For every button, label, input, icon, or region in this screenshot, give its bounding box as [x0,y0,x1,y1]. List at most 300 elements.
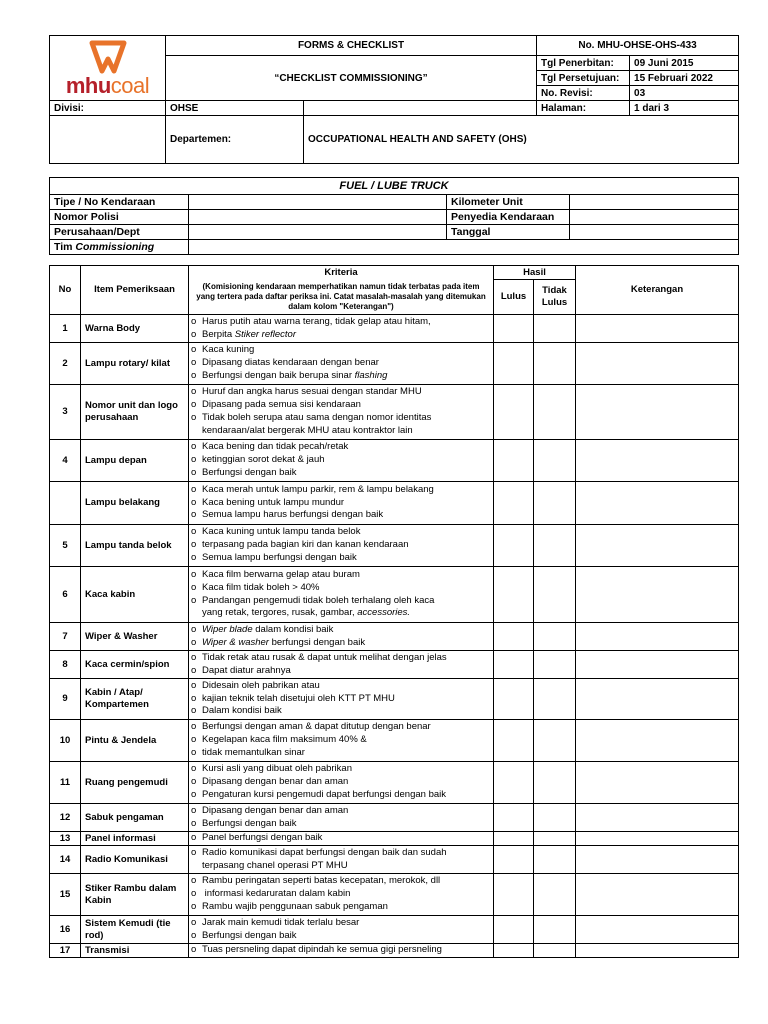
lulus-cell[interactable] [494,832,534,846]
item-name: Lampu tanda belok [81,525,189,567]
lulus-cell[interactable] [494,482,534,525]
col-lulus-header: Lulus [494,280,534,315]
bullet: o [191,664,197,676]
criteria-text: Berfungsi dengan baik berupa sinar [202,369,355,381]
criteria-text: terpasang chanel operasi PT MHU [202,859,348,871]
keterangan-cell[interactable] [576,679,739,720]
tidak-lulus-cell[interactable] [534,720,576,762]
row-number: 2 [50,343,81,385]
criteria-line [191,595,491,608]
keterangan-cell[interactable] [576,874,739,916]
keterangan-cell[interactable] [576,651,739,679]
lulus-cell[interactable] [494,804,534,832]
info-field[interactable] [189,225,447,240]
criteria-line [191,484,491,497]
bullet: o [191,875,197,887]
divisi-value: OHSE [166,101,304,116]
table-row [50,762,739,804]
meta-value: 09 Juni 2015 [630,56,739,71]
criteria-line [191,901,491,914]
info-field[interactable] [570,195,739,210]
info-field[interactable] [570,225,739,240]
criteria-text: Huruf dan angka harus sesuai dengan standar MHU [202,386,422,398]
tidak-lulus-cell[interactable] [534,623,576,651]
logo-wordmark: mhucoal [65,73,150,98]
info-field[interactable] [189,240,739,255]
bullet: o [191,817,197,829]
row-number: 7 [50,623,81,651]
keterangan-cell[interactable] [576,525,739,567]
info-field[interactable] [189,210,447,225]
info-label: Tanggal [447,225,570,240]
criteria-line [191,441,491,454]
tidak-lulus-cell[interactable] [534,804,576,832]
criteria-line [191,624,491,637]
meta-value: 1 dari 3 [630,101,739,116]
tidak-lulus-cell[interactable] [534,679,576,720]
table-row [50,679,739,720]
bullet: o [191,916,197,928]
criteria-line [191,582,491,595]
criteria-italic: Stiker reflector [234,328,296,340]
item-name: Kaca cermin/spion [81,651,189,679]
bullet: o [191,344,197,356]
bullet: o [191,929,197,941]
criteria-line [191,818,491,831]
row-number: 10 [50,720,81,762]
col-hasil-header: Hasil [494,266,576,280]
criteria-list [189,482,494,525]
forms-title: FORMS & CHECKLIST [166,36,537,56]
row-number: 5 [50,525,81,567]
row-number: 9 [50,679,81,720]
checklist-table [49,265,739,958]
criteria-text: Berfungsi dengan baik [202,466,297,478]
col-kriteria-header: Kriteria [189,266,494,280]
criteria-text: Kaca film tidak boleh > 40% [202,581,320,593]
keterangan-cell[interactable] [576,482,739,525]
document-header [49,35,739,164]
criteria-text: Tidak boleh serupa atau sama dengan nomor identitas [202,412,432,423]
criteria-line [191,467,491,480]
criteria-list [189,315,494,343]
criteria-text: Dipasang dengan benar dan aman [202,776,349,788]
item-name: Lampu depan [81,440,189,482]
lulus-cell[interactable] [494,679,534,720]
tidak-lulus-cell[interactable] [534,440,576,482]
bullet: o [191,441,197,453]
criteria-text: Radio komunikasi dapat berfungsi dengan baik dan sudah [202,846,447,858]
criteria-text: terpasang pada bagian kiri dan kanan kendaraan [202,539,409,551]
criteria-line [191,329,491,342]
criteria-line [191,832,491,845]
row-number: 15 [50,874,81,916]
criteria-text: Rambu wajib penggunaan sabuk pengaman [202,900,388,912]
criteria-text: Kegelapan kaca film maksimum 40% & [202,734,367,746]
bullet: o [191,551,197,563]
criteria-italic: Wiper blade [202,623,253,635]
header-blank [304,101,537,116]
tidak-lulus-cell[interactable] [534,874,576,916]
keterangan-cell[interactable] [576,440,739,482]
criteria-list [189,385,494,440]
criteria-text: Kaca bening dan tidak pecah/retak [202,441,349,453]
row-number: 6 [50,567,81,623]
criteria-line [191,552,491,565]
criteria-list [189,525,494,567]
section-title: FUEL / LUBE TRUCK [50,178,739,195]
criteria-text: Kaca film berwarna gelap atau buram [202,568,360,580]
tidak-lulus-cell[interactable] [534,832,576,846]
tidak-lulus-cell[interactable] [534,916,576,944]
document-number: No. MHU-OHSE-OHS-433 [537,36,739,56]
info-label: Tipe / No Kendaraan [50,195,189,210]
bullet: o [191,692,197,704]
bullet: o [191,328,197,340]
keterangan-cell[interactable] [576,720,739,762]
item-name: Kabin / Atap/ Kompartemen [81,679,189,720]
criteria-line [191,805,491,818]
criteria-line [191,357,491,370]
keterangan-cell[interactable] [576,804,739,832]
criteria-italic: flashing [354,369,388,381]
criteria-line [191,860,491,873]
bullet: o [191,581,197,593]
table-row [50,482,739,525]
criteria-list [189,874,494,916]
bullet: o [191,399,197,411]
tidak-lulus-cell[interactable] [534,846,576,874]
criteria-list [189,567,494,623]
table-row [50,916,739,944]
criteria-line [191,665,491,678]
criteria-text: Kaca bening untuk lampu mundur [202,496,345,508]
bullet: o [191,679,197,691]
criteria-text: Kaca merah untuk lampu parkir, rem & lampu belakang [202,483,434,495]
col-keterangan-header: Keterangan [576,266,739,315]
criteria-line [191,763,491,776]
info-label: Nomor Polisi [50,210,189,225]
criteria-text: Didesain oleh pabrikan atau [202,679,320,691]
bullet: o [191,746,197,758]
info-label: Tim Commissioning [50,240,189,255]
criteria-line [191,316,491,329]
col-tidak-lulus-header: Tidak Lulus [534,280,576,315]
bullet: o [191,776,197,788]
lulus-cell[interactable] [494,623,534,651]
criteria-text: berfungsi dengan baik [268,636,366,648]
bullet: o [191,804,197,816]
bullet: o [191,496,197,508]
bullet: o [191,386,197,398]
criteria-line [191,497,491,510]
keterangan-cell[interactable] [576,762,739,804]
criteria-text: Tidak retak atau rusak & dapat untuk melihat dengan jelas [202,651,447,663]
row-number: 3 [50,385,81,440]
criteria-text: Kursi asli yang dibuat oleh pabrikan [202,763,352,775]
criteria-text: Semua lampu berfungsi dengan baik [202,551,357,563]
criteria-list [189,651,494,679]
criteria-text: Dipasang diatas kendaraan dengan benar [202,357,379,369]
tidak-lulus-cell[interactable] [534,567,576,623]
keterangan-cell[interactable] [576,832,739,846]
criteria-text: Berfungsi dengan baik [202,929,297,941]
departemen-label: Departemen: [166,116,304,164]
item-name: Radio Komunikasi [81,846,189,874]
row-number: 17 [50,944,81,958]
criteria-text: Tuas persneling dapat dipindah ke semua gigi persneling [202,944,442,956]
info-label: Perusahaan/Dept [50,225,189,240]
criteria-line [191,652,491,665]
criteria-list [189,623,494,651]
criteria-text: Berpita [202,328,235,340]
keterangan-cell[interactable] [576,846,739,874]
criteria-line [191,425,491,438]
bullet: o [191,466,197,478]
criteria-line [191,569,491,582]
bullet: o [191,357,197,369]
criteria-text: Rambu peringatan seperti batas kecepatan, merokok, dll [202,875,441,887]
keterangan-cell[interactable] [576,315,739,343]
tidak-lulus-cell[interactable] [534,525,576,567]
item-name: Stiker Rambu dalam Kabin [81,874,189,916]
meta-label: Tgl Penerbitan: [537,56,630,71]
criteria-text: Semua lampu harus berfungsi dengan baik [202,509,384,521]
bullet: o [191,763,197,775]
row-number: 12 [50,804,81,832]
info-field[interactable] [570,210,739,225]
row-number: 16 [50,916,81,944]
criteria-italic: accessories. [357,607,411,619]
lulus-cell[interactable] [494,944,534,958]
keterangan-cell[interactable] [576,944,739,958]
tidak-lulus-cell[interactable] [534,944,576,958]
row-number: 14 [50,846,81,874]
bullet: o [191,900,197,912]
bullet: o [191,509,197,521]
criteria-line [191,526,491,539]
criteria-text: Dipasang pada semua sisi kendaraan [202,399,361,411]
criteria-line [191,776,491,789]
row-number: 13 [50,832,81,846]
table-row [50,315,739,343]
tidak-lulus-cell[interactable] [534,482,576,525]
criteria-text: Pandangan pengemudi tidak boleh terhalang oleh kaca [202,594,435,606]
table-row [50,525,739,567]
bullet: o [191,483,197,495]
criteria-text: Dalam kondisi baik [202,705,282,717]
bullet: o [191,369,197,381]
criteria-list [189,832,494,846]
table-row [50,944,739,958]
lulus-cell[interactable] [494,440,534,482]
criteria-line [191,386,491,399]
document-title: “CHECKLIST COMMISSIONING” [166,56,537,101]
lulus-cell[interactable] [494,385,534,440]
keterangan-cell[interactable] [576,916,739,944]
info-field[interactable] [189,195,447,210]
lulus-cell[interactable] [494,846,534,874]
lulus-cell[interactable] [494,874,534,916]
info-label: Kilometer Unit [447,195,570,210]
divisi-label: Divisi: [50,101,166,116]
bullet: o [191,705,197,717]
item-name: Pintu & Jendela [81,720,189,762]
criteria-list [189,343,494,385]
info-label: Penyedia Kendaraan [447,210,570,225]
criteria-list [189,804,494,832]
item-name: Sistem Kemudi (tie rod) [81,916,189,944]
bullet: o [191,734,197,746]
criteria-list [189,440,494,482]
col-no-header: No [50,266,81,315]
meta-label: Halaman: [537,101,630,116]
keterangan-cell[interactable] [576,567,739,623]
criteria-line [191,637,491,650]
lulus-cell[interactable] [494,720,534,762]
bullet: o [191,315,197,327]
criteria-text: tidak memantulkan sinar [202,746,305,758]
criteria-line [191,539,491,552]
vehicle-info-table [49,177,739,255]
criteria-line [191,344,491,357]
meta-label: No. Revisi: [537,86,630,101]
criteria-list [189,916,494,944]
criteria-line [191,875,491,888]
tidak-lulus-cell[interactable] [534,651,576,679]
item-name: Lampu belakang [81,482,189,525]
criteria-line [191,693,491,706]
bullet: o [191,539,197,551]
table-row [50,385,739,440]
tidak-lulus-cell[interactable] [534,385,576,440]
company-logo [50,36,166,101]
item-name: Kaca kabin [81,567,189,623]
row-number: 11 [50,762,81,804]
criteria-line [191,705,491,718]
lulus-cell[interactable] [494,916,534,944]
bullet: o [191,651,197,663]
bullet: o [191,623,197,635]
bullet: o [191,721,197,733]
criteria-text: kendaraan/alat bergerak MHU atau kontraktor lain [202,424,413,436]
criteria-text: Panel berfungsi dengan baik [202,832,323,844]
criteria-text: Berfungsi dengan baik [202,817,297,829]
criteria-text: Kaca kuning untuk lampu tanda belok [202,526,361,538]
lulus-cell[interactable] [494,315,534,343]
criteria-text: informasi kedaruratan dalam kabin [202,888,351,900]
criteria-list [189,944,494,958]
criteria-line [191,370,491,383]
criteria-line [191,930,491,943]
criteria-italic: Wiper & washer [202,636,269,648]
bullet: o [191,788,197,800]
row-number [50,482,81,525]
criteria-line [191,721,491,734]
criteria-line [191,944,491,957]
item-name: Wiper & Washer [81,623,189,651]
criteria-text: Dapat diatur arahnya [202,664,291,676]
criteria-line [191,789,491,802]
keterangan-cell[interactable] [576,343,739,385]
criteria-text: Kaca kuning [202,344,255,356]
table-row [50,804,739,832]
criteria-line [191,607,491,620]
table-row [50,651,739,679]
meta-value: 03 [630,86,739,101]
bullet: o [191,944,197,956]
bullet: o [191,412,197,423]
item-name: Lampu rotary/ kilat [81,343,189,385]
criteria-list [189,679,494,720]
bullet: o [191,454,197,466]
bullet: o [191,636,197,648]
col-item-header: Item Pemeriksaan [81,266,189,315]
criteria-list [189,762,494,804]
bullet: o [191,568,197,580]
criteria-text: Pengaturan kursi pengemudi dapat berfungsi dengan baik [202,788,447,800]
criteria-text: ketinggian sorot dekat & jauh [202,454,325,466]
criteria-line [191,680,491,693]
table-row [50,832,739,846]
item-name: Panel informasi [81,832,189,846]
criteria-text: kajian teknik telah disetujui oleh KTT PT MHU [202,692,395,704]
table-row [50,874,739,916]
meta-label: Tgl Persetujuan: [537,71,630,86]
criteria-line [191,917,491,930]
criteria-line [191,509,491,522]
bullet: o [191,594,197,606]
criteria-text: yang retak, tergores, rusak, gambar, [202,607,358,619]
table-row [50,343,739,385]
criteria-line [191,847,491,860]
criteria-line [191,412,491,425]
table-row [50,567,739,623]
lulus-cell[interactable] [494,525,534,567]
criteria-text: Dipasang dengan benar dan aman [202,804,349,816]
keterangan-cell[interactable] [576,385,739,440]
checklist-rows [50,315,739,958]
keterangan-cell[interactable] [576,623,739,651]
meta-value: 15 Februari 2022 [630,71,739,86]
criteria-line [191,888,491,901]
item-name: Nomor unit dan logo perusahaan [81,385,189,440]
criteria-line [191,747,491,760]
tidak-lulus-cell[interactable] [534,343,576,385]
item-name: Ruang pengemudi [81,762,189,804]
lulus-cell[interactable] [494,762,534,804]
mhucoal-logo-icon [86,39,130,75]
bullet: o [191,832,197,844]
departemen-value: OCCUPATIONAL HEALTH AND SAFETY (OHS) [304,116,739,164]
criteria-list [189,720,494,762]
item-name: Transmisi [81,944,189,958]
criteria-text: dalam kondisi baik [252,623,334,635]
table-row [50,440,739,482]
criteria-text: Jarak main kemudi tidak terlalu besar [202,916,360,928]
table-row [50,846,739,874]
tidak-lulus-cell[interactable] [534,762,576,804]
lulus-cell[interactable] [494,651,534,679]
tidak-lulus-cell[interactable] [534,315,576,343]
table-row [50,623,739,651]
lulus-cell[interactable] [494,567,534,623]
lulus-cell[interactable] [494,343,534,385]
criteria-line [191,454,491,467]
criteria-line [191,734,491,747]
row-number: 8 [50,651,81,679]
criteria-list [189,846,494,874]
